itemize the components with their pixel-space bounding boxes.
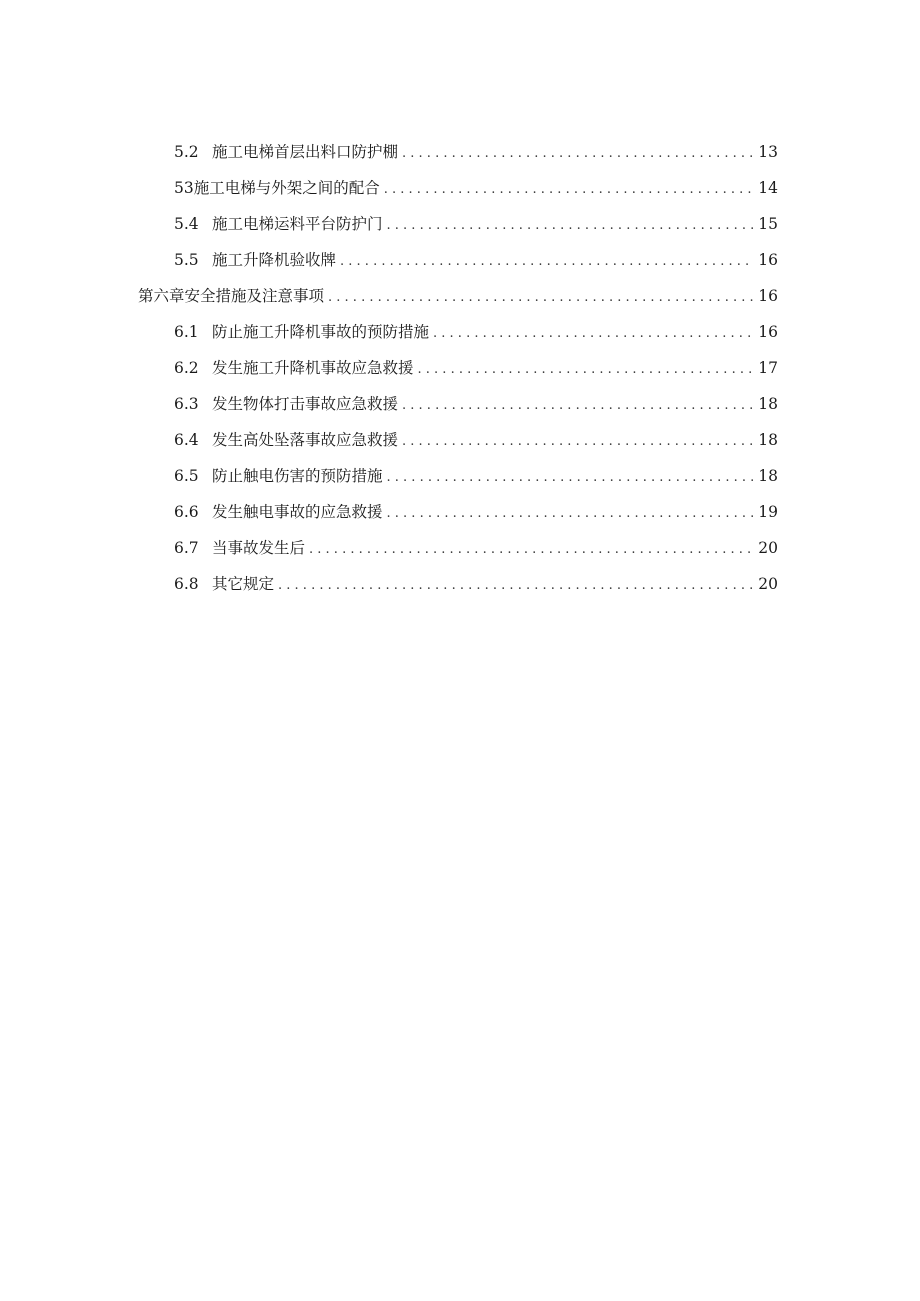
toc-dot-leader (387, 208, 754, 244)
toc-dot-leader (387, 496, 754, 532)
toc-entry[interactable] (138, 206, 778, 242)
toc-entry-title: 发生触电事故的应急救援 (212, 503, 383, 521)
toc-entry-number: 6.8 (174, 575, 199, 593)
toc-dot-leader (384, 172, 754, 208)
toc-entry-page: 16 (758, 323, 778, 341)
toc-entry-number: 53 (174, 179, 194, 197)
toc-entry-title: 施工电梯与外架之间的配合 (193, 179, 380, 197)
toc-entry-page: 17 (758, 359, 778, 377)
toc-entry-page: 16 (758, 251, 778, 269)
toc-entry-title: 防止触电伤害的预防措施 (212, 467, 383, 485)
toc-entry-page: 13 (758, 143, 778, 161)
toc-entry-title: 发生施工升降机事故应急救援 (212, 359, 414, 377)
toc-dot-leader (328, 280, 754, 316)
toc-entry-number: 5.2 (174, 143, 199, 161)
toc-entry-title: 施工升降机验收牌 (212, 251, 337, 269)
toc-chapter-title: 第六章安全措施及注意事项 (138, 287, 325, 305)
toc-entry-number: 6.5 (174, 467, 199, 485)
toc-dot-leader (309, 532, 754, 568)
toc-entry-title: 施工电梯运料平台防护门 (212, 215, 383, 233)
table-of-contents (138, 134, 778, 602)
toc-dot-leader (418, 352, 754, 388)
toc-dot-leader (402, 424, 754, 460)
toc-entry-page: 18 (758, 395, 778, 413)
toc-dot-leader (402, 388, 754, 424)
toc-entry[interactable] (138, 422, 778, 458)
toc-dot-leader (402, 136, 754, 172)
toc-entry[interactable] (138, 566, 778, 602)
toc-entry-number: 6.4 (174, 431, 199, 449)
toc-dot-leader (433, 316, 754, 352)
toc-entry-number: 5.4 (174, 215, 199, 233)
toc-entry-title: 其它规定 (212, 575, 275, 593)
toc-entry-number: 5.5 (174, 251, 199, 269)
toc-entry[interactable] (138, 242, 778, 278)
toc-entry-title: 施工电梯首层出料口防护棚 (212, 143, 399, 161)
toc-entry[interactable] (138, 170, 778, 206)
toc-chapter-entry[interactable] (138, 278, 778, 314)
toc-entry[interactable] (138, 134, 778, 170)
toc-entry-page: 20 (758, 539, 778, 557)
toc-entry-title: 发生高处坠落事故应急救援 (212, 431, 399, 449)
toc-entry[interactable] (138, 530, 778, 566)
toc-entry-title: 当事故发生后 (212, 539, 306, 557)
toc-entry-page: 19 (758, 503, 778, 521)
toc-entry-title: 发生物体打击事故应急救援 (212, 395, 399, 413)
toc-entry[interactable] (138, 458, 778, 494)
toc-entry-page: 20 (758, 575, 778, 593)
toc-dot-leader (278, 568, 754, 604)
toc-entry[interactable] (138, 386, 778, 422)
toc-entry-number: 6.6 (174, 503, 199, 521)
toc-dot-leader (340, 244, 754, 280)
toc-dot-leader (387, 460, 754, 496)
toc-entry[interactable] (138, 350, 778, 386)
toc-entry-number: 6.1 (174, 323, 199, 341)
toc-entry-page: 18 (758, 467, 778, 485)
toc-entry-page: 18 (758, 431, 778, 449)
toc-entry-number: 6.7 (174, 539, 199, 557)
toc-entry-page: 15 (758, 215, 778, 233)
toc-entry-title: 防止施工升降机事故的预防措施 (212, 323, 430, 341)
toc-entry-page: 14 (758, 179, 778, 197)
toc-entry-page: 16 (758, 287, 778, 305)
toc-entry[interactable] (138, 494, 778, 530)
toc-entry[interactable] (138, 314, 778, 350)
toc-entry-number: 6.2 (174, 359, 199, 377)
toc-entry-number: 6.3 (174, 395, 199, 413)
